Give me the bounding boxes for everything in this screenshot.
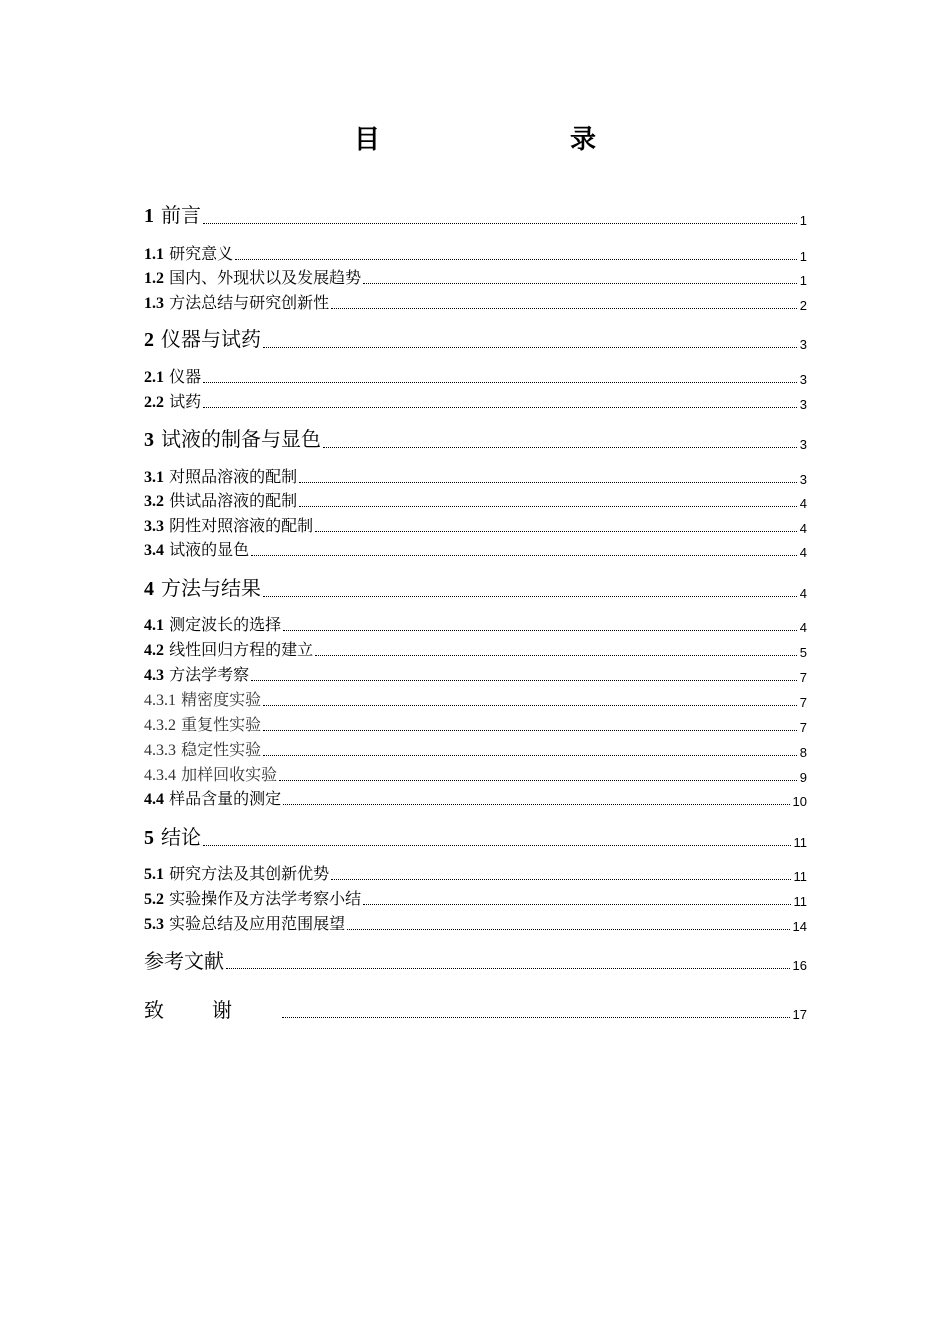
toc-page-number: 11 (793, 835, 807, 850)
dot-leader (263, 595, 797, 597)
toc-label: 4.1 测定波长的选择 (144, 615, 282, 634)
toc-page-number: 4 (799, 620, 807, 635)
toc-entry-4-3[interactable] (144, 664, 807, 686)
toc-label: 参考文献 (144, 949, 224, 973)
toc-label: 1 前言 (144, 203, 201, 227)
dot-leader (203, 381, 797, 383)
toc-page-number: 8 (799, 745, 807, 760)
toc-label: 5.3 实验总结及应用范围展望 (144, 914, 346, 933)
toc-entry-4-3-2[interactable] (144, 714, 807, 736)
toc-label: 1.2 国内、外现状以及发展趋势 (144, 268, 362, 287)
dot-leader (251, 554, 797, 556)
toc-label: 2 仪器与试药 (144, 327, 261, 351)
toc-page-number: 7 (799, 670, 807, 685)
toc-page-number: 10 (792, 794, 807, 809)
toc-entry-4[interactable] (144, 575, 807, 602)
dot-leader (263, 704, 797, 706)
toc-page-number: 1 (799, 213, 807, 228)
dot-leader (323, 446, 797, 448)
dot-leader (315, 530, 797, 532)
toc-entry-5-3[interactable] (144, 913, 807, 935)
toc-label: 3.2 供试品溶液的配制 (144, 491, 298, 510)
toc-label: 1.1 研究意义 (144, 244, 234, 263)
toc-label: 4.4 样品含量的测定 (144, 789, 282, 808)
toc-page-number: 4 (799, 545, 807, 560)
dot-leader (251, 679, 797, 681)
toc-entry-3-1[interactable] (144, 466, 807, 488)
toc-page-number: 4 (799, 496, 807, 511)
toc-label: 4 方法与结果 (144, 576, 261, 600)
toc-entry-4-3-1[interactable] (144, 689, 807, 711)
toc-entry-3-3[interactable] (144, 515, 807, 537)
toc-label: 3.3 阴性对照溶液的配制 (144, 516, 314, 535)
dot-leader (203, 406, 797, 408)
toc-entry-2-2[interactable] (144, 391, 807, 413)
toc-page-number: 9 (799, 770, 807, 785)
toc-entry-3-2[interactable] (144, 490, 807, 512)
toc-label: 3.1 对照品溶液的配制 (144, 467, 298, 486)
toc-entry-3-4[interactable] (144, 539, 807, 561)
toc-entry-4-3-4[interactable] (144, 764, 807, 786)
toc-entry-4-2[interactable] (144, 639, 807, 661)
toc-label: 2.2 试药 (144, 392, 202, 411)
toc-page-number: 3 (799, 337, 807, 352)
toc-page-number: 11 (793, 869, 807, 884)
toc-entry-5[interactable] (144, 824, 807, 851)
toc-entry-1-2[interactable] (144, 267, 807, 289)
dot-leader (279, 779, 797, 781)
toc-entry-1-1[interactable] (144, 243, 807, 265)
dot-leader (331, 307, 797, 309)
toc-page-number: 3 (799, 397, 807, 412)
toc-page-number: 17 (792, 1007, 807, 1022)
toc-label: 3 试液的制备与显色 (144, 427, 321, 451)
dot-leader (299, 481, 797, 483)
toc-label: 4.3 方法学考察 (144, 665, 250, 684)
toc-label: 4.3.2 重复性实验 (144, 715, 262, 734)
toc-page-number: 3 (799, 437, 807, 452)
toc-label: 5.2 实验操作及方法学考察小结 (144, 889, 362, 908)
dot-leader (299, 505, 797, 507)
dot-leader (363, 903, 790, 905)
toc-label: 3.4 试液的显色 (144, 540, 250, 559)
dot-leader (282, 1016, 790, 1018)
toc-page-number: 11 (793, 894, 807, 909)
toc-page-number: 1 (799, 273, 807, 288)
toc-page-number: 4 (799, 521, 807, 536)
dot-leader (331, 878, 790, 880)
dot-leader (283, 803, 789, 805)
dot-leader (203, 222, 797, 224)
toc-entry-3[interactable] (144, 426, 807, 453)
toc-entry-5-1[interactable] (144, 863, 807, 885)
dot-leader (263, 754, 797, 756)
page-title: 目 录 (353, 125, 642, 155)
toc-label: 2.1 仪器 (144, 367, 202, 386)
toc-entry-2[interactable] (144, 326, 807, 353)
toc-entry-4-1[interactable] (144, 614, 807, 636)
toc-entry-1[interactable] (144, 202, 807, 229)
toc-page-number: 3 (799, 472, 807, 487)
dot-leader (315, 654, 797, 656)
toc-page-number: 7 (799, 695, 807, 710)
dot-leader (235, 258, 797, 260)
dot-leader (363, 282, 797, 284)
toc-page-number: 1 (799, 249, 807, 264)
dot-leader (263, 729, 797, 731)
dot-leader (263, 346, 797, 348)
toc-page-number: 2 (799, 298, 807, 313)
toc-page-number: 4 (799, 586, 807, 601)
toc-page-number: 3 (799, 372, 807, 387)
toc-label: 5 结论 (144, 825, 201, 849)
toc-label: 4.3.3 稳定性实验 (144, 740, 262, 759)
toc-label: 1.3 方法总结与研究创新性 (144, 293, 330, 312)
toc-label: 4.3.1 精密度实验 (144, 690, 262, 709)
toc-entry-references[interactable] (144, 948, 807, 974)
toc-entry-4-3-3[interactable] (144, 739, 807, 761)
toc-page-number: 16 (792, 958, 807, 973)
toc-page-number: 14 (792, 919, 807, 934)
toc-page-number: 5 (799, 645, 807, 660)
dot-leader (203, 844, 791, 846)
dot-leader (283, 629, 797, 631)
toc-entry-5-2[interactable] (144, 888, 807, 910)
toc-label: 致谢 (144, 998, 280, 1022)
toc-entry-4-4[interactable] (144, 788, 807, 810)
toc-entry-1-3[interactable] (144, 292, 807, 314)
toc-page-number: 7 (799, 720, 807, 735)
dot-leader (226, 967, 790, 969)
dot-leader (347, 928, 789, 930)
toc-entry-2-1[interactable] (144, 366, 807, 388)
toc-label: 4.2 线性回归方程的建立 (144, 640, 314, 659)
toc-label: 5.1 研究方法及其创新优势 (144, 864, 330, 883)
toc-label: 4.3.4 加样回收实验 (144, 765, 278, 784)
toc-entry-acknowledgements[interactable] (144, 997, 807, 1023)
